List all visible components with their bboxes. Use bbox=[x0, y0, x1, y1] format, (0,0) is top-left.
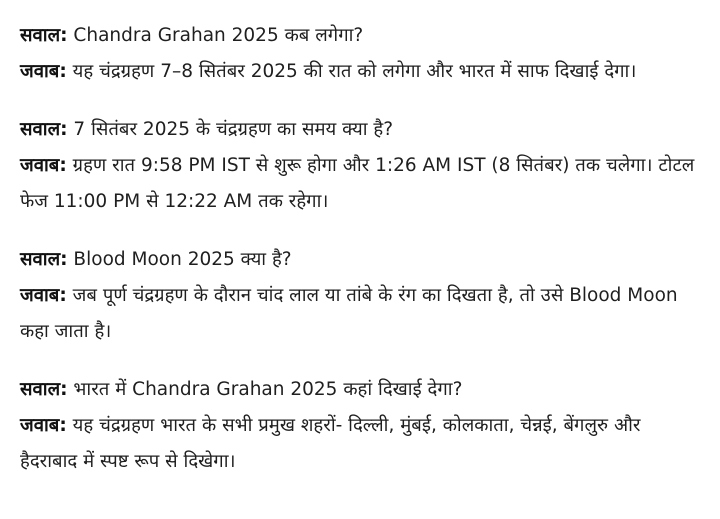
answer-label: जवाब: bbox=[20, 415, 67, 436]
question-label: सवाल: bbox=[20, 379, 68, 400]
faq-question bbox=[20, 18, 700, 54]
answer-text: यह चंद्रग्रहण भारत के सभी प्रमुख शहरों- दिल्ली, मुंबई, कोलकाता, चेन्नई, बेंगलुरु और हैदराबाद में स्पष्ट रूप से दिखेगा। bbox=[20, 415, 641, 472]
question-text: 7 सितंबर 2025 के चंद्रग्रहण का समय क्या है? bbox=[73, 119, 394, 140]
question-label: सवाल: bbox=[20, 25, 68, 46]
faq-item bbox=[20, 242, 700, 350]
faq-question bbox=[20, 372, 700, 408]
faq-item bbox=[20, 372, 700, 480]
faq-answer bbox=[20, 278, 700, 350]
answer-text: यह चंद्रग्रहण 7–8 सितंबर 2025 की रात को लगेगा और भारत में साफ दिखाई देगा। bbox=[72, 61, 637, 82]
faq-answer bbox=[20, 408, 700, 480]
question-text: Chandra Grahan 2025 कब लगेगा? bbox=[73, 25, 364, 46]
faq-item bbox=[20, 112, 700, 220]
answer-label: जवाब: bbox=[20, 61, 67, 82]
faq-question bbox=[20, 242, 700, 278]
answer-text: जब पूर्ण चंद्रग्रहण के दौरान चांद लाल या तांबे के रंग का दिखता है, तो उसे Blood Moon कहा जाता है। bbox=[20, 285, 678, 342]
faq-answer bbox=[20, 54, 700, 90]
question-label: सवाल: bbox=[20, 249, 68, 270]
faq-answer bbox=[20, 148, 700, 220]
question-text: भारत में Chandra Grahan 2025 कहां दिखाई देगा? bbox=[73, 379, 463, 400]
question-text: Blood Moon 2025 क्या है? bbox=[73, 249, 292, 270]
answer-label: जवाब: bbox=[20, 155, 67, 176]
answer-text: ग्रहण रात 9:58 PM IST से शुरू होगा और 1:26 AM IST (8 सितंबर) तक चलेगा। टोटल फेज 11:00 PM से 12:22 AM तक रहेगा। bbox=[20, 155, 695, 212]
faq-question bbox=[20, 112, 700, 148]
question-label: सवाल: bbox=[20, 119, 68, 140]
answer-label: जवाब: bbox=[20, 285, 67, 306]
faq-item bbox=[20, 18, 700, 90]
